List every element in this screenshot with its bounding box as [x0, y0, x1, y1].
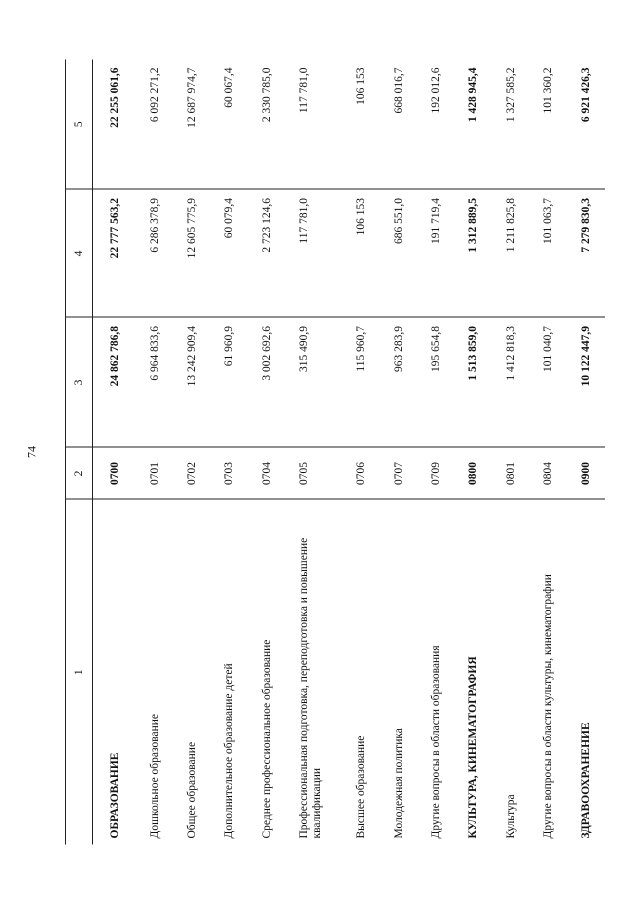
row-value-col5: 106 153 — [343, 60, 380, 190]
row-name: Другие вопросы в области культуры, кинематографии — [542, 574, 555, 839]
rotated-table-wrapper — [65, 60, 605, 845]
row-value-col3: 195 654,8 — [418, 318, 455, 448]
row-value-col3: 1 513 859,0 — [455, 318, 492, 448]
table-row — [381, 60, 418, 845]
row-code: 0704 — [249, 448, 286, 500]
row-value-col4: 117 781,0 — [286, 190, 343, 318]
row-code: 0700 — [93, 448, 137, 500]
page-number: 74 — [24, 446, 39, 458]
column-header: 3 — [66, 318, 93, 448]
row-value-col5: 22 255 061,6 — [93, 60, 137, 190]
row-code: 0707 — [381, 448, 418, 500]
table-row — [530, 60, 567, 845]
row-code: 0701 — [137, 448, 174, 500]
table-row — [286, 60, 343, 845]
row-name: Дошкольное образование — [148, 713, 161, 839]
row-value-col4: 12 605 775,9 — [174, 190, 211, 318]
row-name: ЗДРАВООХРАНЕНИЕ — [579, 722, 592, 839]
row-value-col5: 60 067,4 — [211, 60, 248, 190]
row-value-col4: 1 312 889,5 — [455, 190, 492, 318]
column-header: 5 — [66, 60, 93, 190]
row-value-col5: 117 781,0 — [286, 60, 343, 190]
table-row — [455, 60, 492, 845]
row-value-col5: 6 092 271,2 — [137, 60, 174, 190]
table-row — [568, 60, 605, 845]
column-header: 2 — [66, 448, 93, 500]
row-value-col4: 6 286 378,9 — [137, 190, 174, 318]
row-value-col3: 3 002 692,6 — [249, 318, 286, 448]
row-value-col4: 22 777 563,2 — [93, 190, 137, 318]
row-name: ОБРАЗОВАНИЕ — [109, 752, 121, 839]
table-row — [93, 60, 137, 845]
budget-table — [65, 60, 605, 845]
row-name: Другие вопросы в области образования — [429, 645, 442, 839]
table-row — [174, 60, 211, 845]
row-value-col3: 963 283,9 — [381, 318, 418, 448]
row-value-col3: 1 412 818,3 — [493, 318, 530, 448]
row-code: 0800 — [455, 448, 492, 500]
row-name: Общее образование — [186, 741, 199, 839]
row-code: 0706 — [343, 448, 380, 500]
row-code: 0705 — [286, 448, 343, 500]
row-code: 0900 — [568, 448, 605, 500]
row-value-col3: 101 040,7 — [530, 318, 567, 448]
row-value-col5: 101 360,2 — [530, 60, 567, 190]
table-row — [418, 60, 455, 845]
row-value-col5: 12 687 974,7 — [174, 60, 211, 190]
row-name: КУЛЬТУРА, КИНЕМАТОГРАФИЯ — [467, 656, 480, 839]
row-value-col4: 2 723 124,6 — [249, 190, 286, 318]
row-value-col3: 61 960,9 — [211, 318, 248, 448]
row-value-col4: 60 079,4 — [211, 190, 248, 318]
row-code: 0804 — [530, 448, 567, 500]
column-header: 4 — [66, 190, 93, 318]
row-name: Молодежная политика — [392, 728, 405, 839]
row-value-col4: 106 153 — [343, 190, 380, 318]
table-row — [211, 60, 248, 845]
table-row — [493, 60, 530, 845]
row-value-col4: 7 279 830,3 — [568, 190, 605, 318]
row-value-col3: 10 122 447,9 — [568, 318, 605, 448]
table-header-row — [66, 60, 93, 845]
row-value-col3: 24 862 786,8 — [93, 318, 137, 448]
row-value-col3: 6 964 833,6 — [137, 318, 174, 448]
row-value-col3: 13 242 909,4 — [174, 318, 211, 448]
row-value-col4: 191 719,4 — [418, 190, 455, 318]
column-header: 1 — [66, 500, 93, 845]
row-name: Дополнительное образование детей — [223, 663, 236, 839]
row-value-col5: 1 327 585,2 — [493, 60, 530, 190]
row-value-col5: 2 330 785,0 — [249, 60, 286, 190]
row-value-col5: 668 016,7 — [381, 60, 418, 190]
row-value-col3: 315 490,9 — [286, 318, 343, 448]
table-body — [93, 60, 606, 845]
row-name: Среднее профессиональное образование — [260, 639, 273, 839]
row-name: Профессиональная подготовка, переподготовка и повышение квалификации — [298, 537, 324, 839]
row-code: 0801 — [493, 448, 530, 500]
table-row — [249, 60, 286, 845]
row-value-col5: 1 428 945,4 — [455, 60, 492, 190]
row-name: Высшее образование — [355, 735, 368, 839]
table-row — [137, 60, 174, 845]
row-value-col4: 1 211 825,8 — [493, 190, 530, 318]
row-value-col5: 6 921 426,3 — [568, 60, 605, 190]
row-value-col4: 686 551,0 — [381, 190, 418, 318]
row-value-col3: 115 960,7 — [343, 318, 380, 448]
row-code: 0702 — [174, 448, 211, 500]
row-code: 0703 — [211, 448, 248, 500]
table-row — [343, 60, 380, 845]
row-value-col5: 192 012,6 — [418, 60, 455, 190]
row-name: Культура — [504, 794, 517, 839]
row-code: 0709 — [418, 448, 455, 500]
row-value-col4: 101 063,7 — [530, 190, 567, 318]
